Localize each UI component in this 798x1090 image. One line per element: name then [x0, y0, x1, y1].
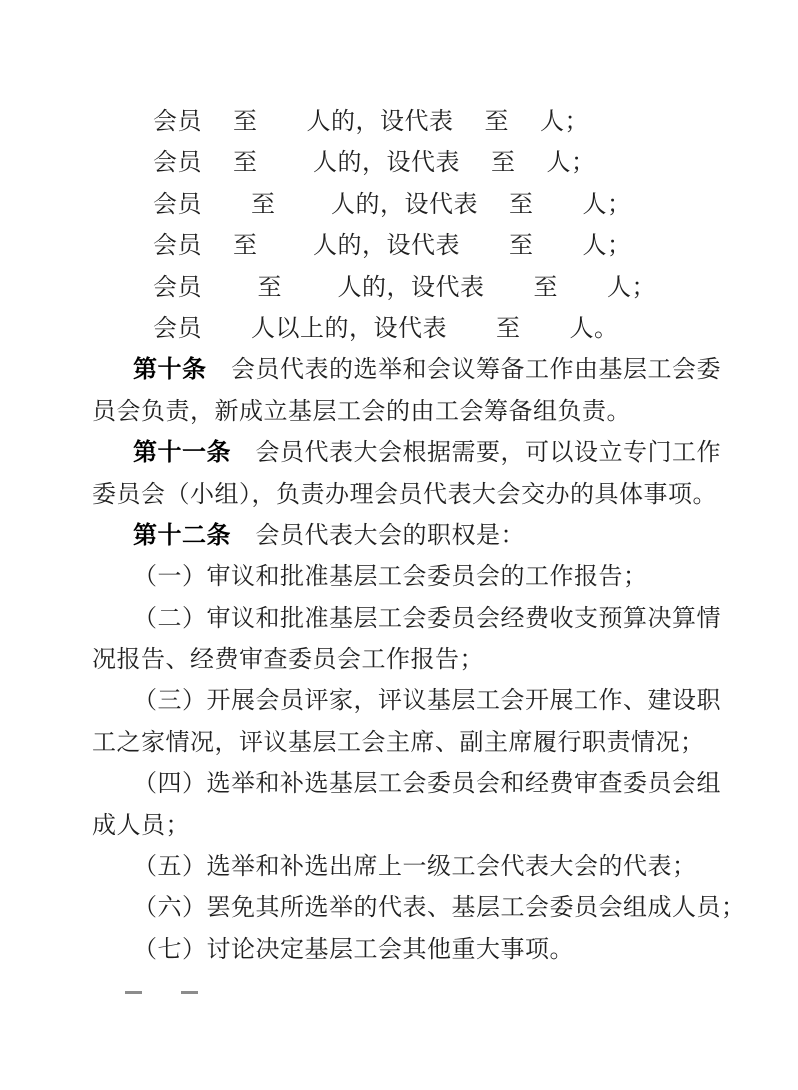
line-text: 成人员；	[92, 812, 190, 839]
line-text: 况报告、经费审查委员会工作报告；	[92, 647, 484, 674]
item-7-line	[92, 929, 772, 970]
line-text: （一）审议和批准基层工会委员会的工作报告；	[133, 564, 648, 591]
item-2-continuation	[92, 639, 772, 680]
article-10-line	[92, 349, 772, 390]
page-number-footer	[125, 991, 198, 995]
line-text: 会员代表大会根据需要，可以设立专门工作	[255, 440, 721, 467]
article-10-continuation	[92, 391, 772, 432]
line-text: 会员代表的选举和会议筹备工作由基层工会委	[231, 357, 721, 384]
item-4-line	[92, 763, 772, 804]
line-text: 会员 人以上的，设代表 至 人。	[153, 315, 619, 342]
line-text: 会员代表大会的职权是：	[255, 522, 525, 549]
item-3-line	[92, 680, 772, 721]
article-number-label: 第十二条	[133, 521, 256, 549]
line-text: 工之家情况，评议基层工会主席、副主席履行职责情况；	[92, 729, 705, 756]
line-text: （四）选举和补选基层工会委员会和经费审查委员会组	[133, 771, 721, 798]
line-text: （三）开展会员评家，评议基层工会开展工作、建设职	[133, 688, 721, 715]
fill-in-line	[92, 142, 772, 183]
article-11-continuation	[92, 474, 772, 515]
item-4-continuation	[92, 805, 772, 846]
footer-right-dash	[181, 991, 198, 994]
footer-left-dash	[125, 991, 142, 994]
line-text: 会员 至 人的，设代表 至 人；	[153, 150, 596, 177]
line-text: 会员 至 人的，设代表 至 人；	[153, 274, 656, 301]
fill-in-line	[92, 101, 772, 142]
item-3-continuation	[92, 722, 772, 763]
article-number-label: 第十条	[133, 356, 231, 384]
line-text: 会员 至 人的，设代表 至 人；	[153, 191, 632, 218]
line-text: （七）讨论决定基层工会其他重大事项。	[133, 936, 574, 963]
item-5-line	[92, 846, 772, 887]
item-1-line	[92, 556, 772, 597]
line-text: 会员 至 人的，设代表 至 人；	[153, 109, 589, 135]
article-11-line	[92, 432, 772, 473]
line-text: 委员会（小组），负责办理会员代表大会交办的具体事项。	[92, 481, 717, 508]
fill-in-line	[92, 308, 772, 349]
line-text: 会员 至 人的，设代表 至 人；	[153, 233, 632, 260]
document-body	[92, 101, 772, 970]
line-text: 员会负责，新成立基层工会的由工会筹备组负责。	[92, 398, 631, 425]
line-text: （六）罢免其所选举的代表、基层工会委员会组成人员；	[133, 895, 746, 922]
article-12-line	[92, 515, 772, 556]
fill-in-line	[92, 225, 772, 266]
item-6-line	[92, 887, 772, 928]
article-number-label: 第十一条	[133, 439, 256, 467]
line-text: （五）选举和补选出席上一级工会代表大会的代表；	[133, 854, 697, 881]
item-2-line	[92, 598, 772, 639]
line-text: （二）审议和批准基层工会委员会经费收支预算决算情	[133, 605, 721, 632]
fill-in-line	[92, 267, 772, 308]
fill-in-line	[92, 184, 772, 225]
